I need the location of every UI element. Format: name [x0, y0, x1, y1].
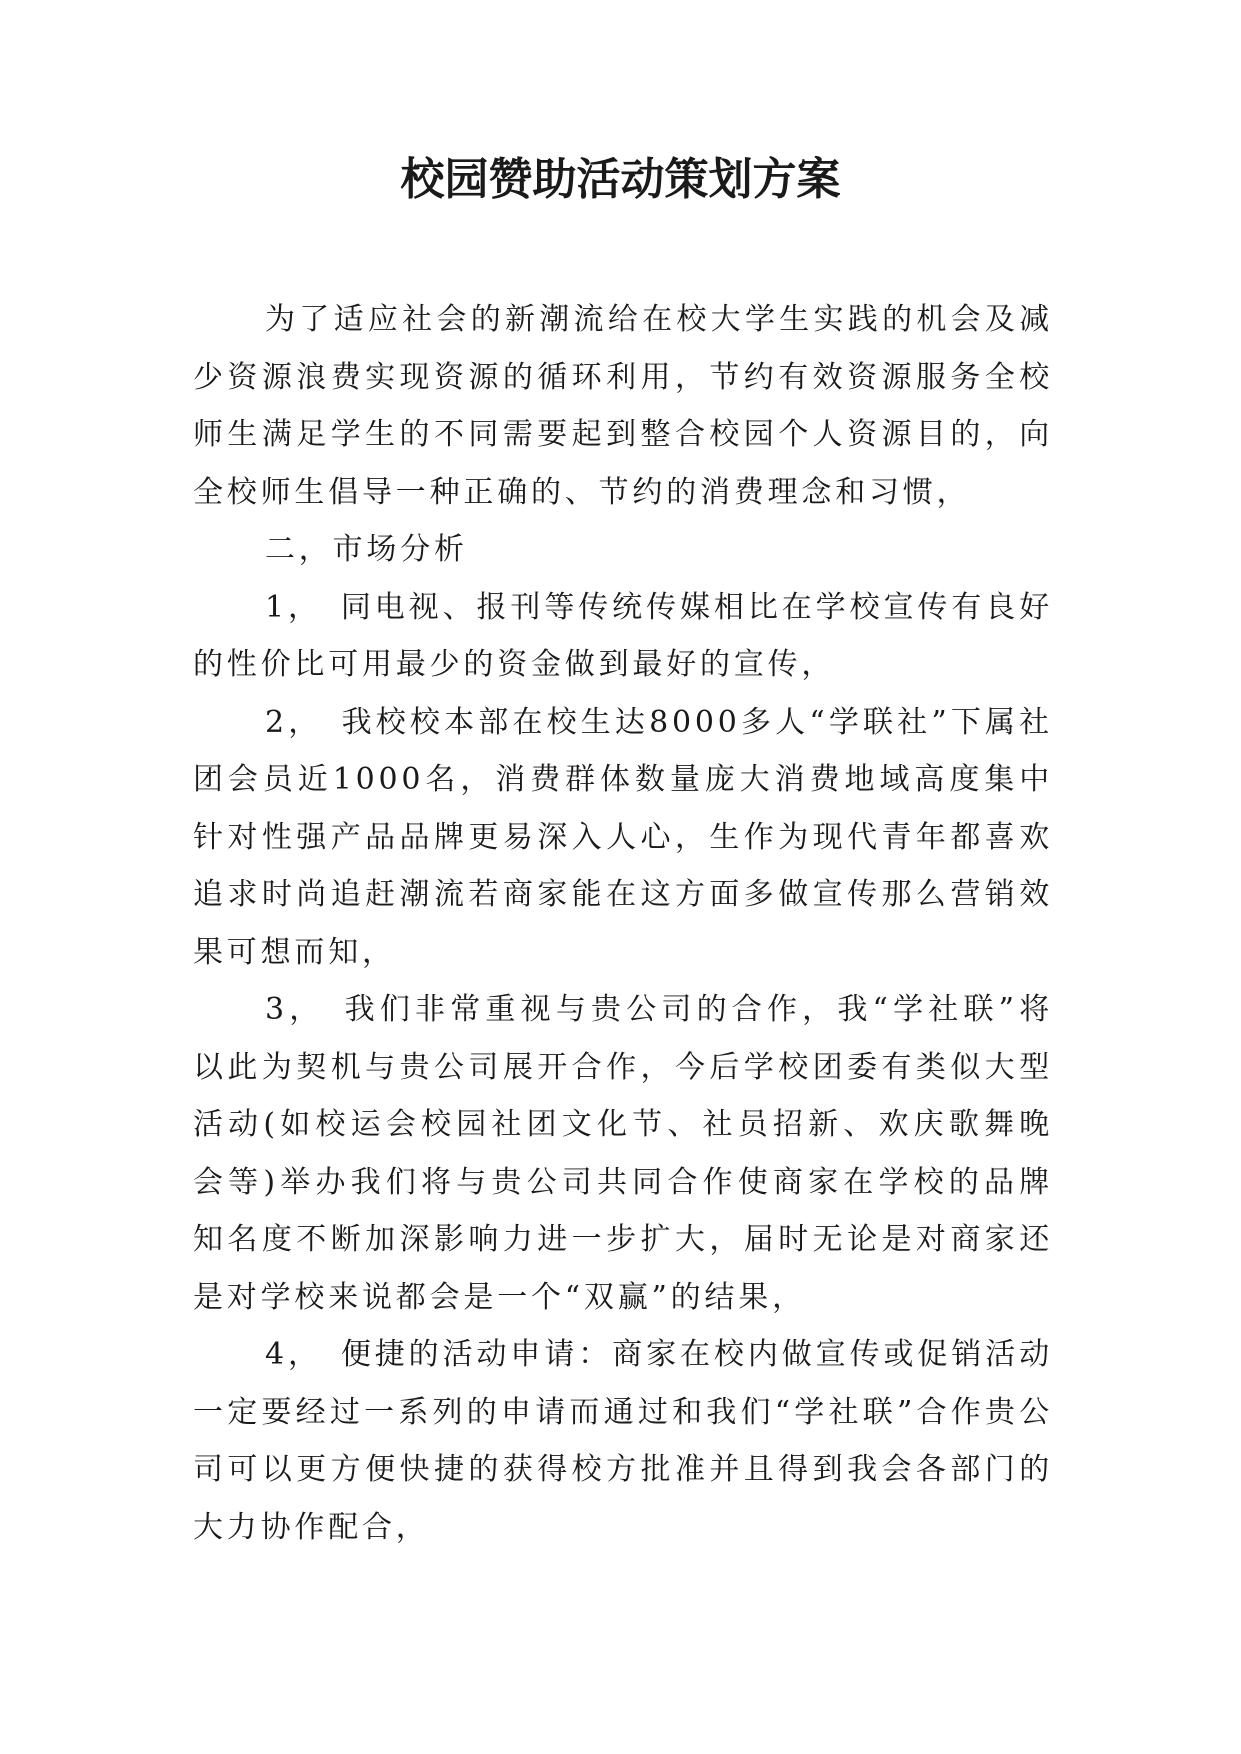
section-heading-market-analysis: 二，市场分析 — [265, 532, 468, 567]
document-title: 校园赞助活动策划方案 — [400, 154, 841, 205]
paragraph-point-1: 1， 同电视、报刊等传统传媒相比在学校宣传有良好的性价比可用最少的资金做到最好的宣传， — [193, 589, 1053, 682]
paragraph-intro: 为了适应社会的新潮流给在校大学生实践的机会及减少资源浪费实现资源的循环利用，节约有效资源服务全校师生满足学生的不同需要起到整合校园个人资源目的，向全校师生倡导一种正确的、节约的消费理念和习惯， — [193, 302, 1053, 510]
paragraph-point-2: 2， 我校校本部在校生达8000多人“学联社”下属社团会员近1000名，消费群体数量庞大消费地域高度集中针对性强产品品牌更易深入人心，生作为现代青年都喜欢追求时尚追赶潮流若商家能在这方面多做宣传那么营销效果可想而知， — [193, 704, 1053, 970]
document-body — [193, 291, 1053, 1556]
paragraph-point-4: 4， 便捷的活动申请：商家在校内做宣传或促销活动一定要经过一系列的申请而通过和我们“学社联”合作贵公司可以更方便快捷的获得校方批准并且得到我会各部门的大力协作配合， — [193, 1337, 1053, 1545]
paragraph-point-3: 3， 我们非常重视与贵公司的合作，我“学社联”将以此为契机与贵公司展开合作，今后学校团委有类似大型活动(如校运会校园社团文化节、社员招新、欢庆歌舞晚会等)举办我们将与贵公司共同合作使商家在学校的品牌知名度不断加深影响力进一步扩大，届时无论是对商家还是对学校来说都会是一个“双赢”的结果， — [193, 992, 1053, 1315]
